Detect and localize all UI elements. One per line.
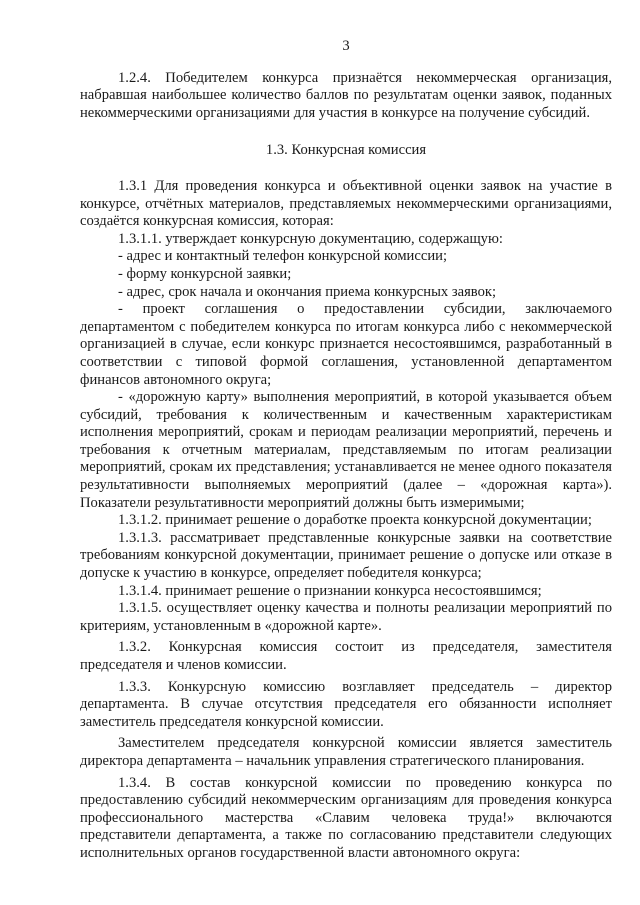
paragraph-1-3-1-3: 1.3.1.3. рассматривает представленные конкурсные заявки на соответствие требованиям конкурсной документации, принимает решение о допуске или отказе в допуске к участию в конкурсе, определяет победителя конкурса; [80,529,612,582]
paragraph-1-3-3: 1.3.3. Конкурсную комиссию возглавляет председатель – директор департамента. В случае отсутствия председателя его обязанности исполняет заместитель председателя конкурсной комиссии. [80,678,612,730]
paragraph-1-3-1-2: 1.3.1.2. принимает решение о доработке проекта конкурсной документации; [118,512,592,529]
list-item: - форму конкурсной заявки; [118,265,292,282]
paragraph-1-3-1: 1.3.1 Для проведения конкурса и объективной оценки заявок на участие в конкурсе, отчётных материалов, представляемых некоммерческими организациями, создаётся конкурсная комиссия, которая: [80,177,612,230]
paragraph-1-3-2: 1.3.2. Конкурсная комиссия состоит из председателя, заместителя председателя и членов комиссии. [80,639,612,673]
paragraph-deputy-chair: Заместителем председателя конкурсной комиссии является заместитель директора департамента – начальник управления стратегического планирования. [80,735,612,769]
paragraph-1-3-1-4: 1.3.1.4. принимает решение о признании конкурса несостоявшимся; [118,582,542,599]
list-item: - адрес, срок начала и окончания приема конкурсных заявок; [118,283,497,300]
paragraph-1-3-4: 1.3.4. В состав конкурсной комиссии по проведению конкурса по предоставлению субсидий некоммерческим организациям для проведения конкурса профессионального мастерства «Славим человека труда!» включаются представители департамента, а также по согласованию представители следующих исполнительных органов государственной власти автономного округа: [80,774,612,861]
page-number: 3 [342,38,350,54]
paragraph-1-3-1-1: 1.3.1.1. утверждает конкурсную документацию, содержащую: [118,230,503,247]
list-item: - «дорожную карту» выполнения мероприятий, в которой указывается объем субсидий, требования к количественным и качественным характеристикам исполнения мероприятий, срокам и периодам реализации мероприятий, перечень и требования к отчетным материалам, представляемым по итогам реализации мероприятий, срокам их представления; устанавливается не менее одного показателя результативности выполняемых мероприятий (далее – «дорожная карта»). Показатели результативности мероприятий должны быть измеримыми; [80,389,612,511]
list-item: - адрес и контактный телефон конкурсной комиссии; [118,248,447,265]
paragraph-1-2-4: 1.2.4. Победителем конкурса признаётся некоммерческая организация, набравшая наибольшее количество баллов по результатам оценки заявок, поданных некоммерческими организациями для участия в конкурсе на получение субсидий. [80,69,612,121]
list-item: - проект соглашения о предоставлении субсидии, заключаемого департаментом с победителем конкурса по итогам конкурса либо с некоммерческой организацией в случае, если конкурс признается несостоявшимся, разработанный в соответствии с типовой формой соглашения, установленной департаментом финансов автономного округа; [80,301,612,388]
paragraph-1-3-1-5: 1.3.1.5. осуществляет оценку качества и полноты реализации мероприятий по критериям, установленным в «дорожной карте». [80,600,612,634]
section-title: 1.3. Конкурсная комиссия [265,142,427,159]
